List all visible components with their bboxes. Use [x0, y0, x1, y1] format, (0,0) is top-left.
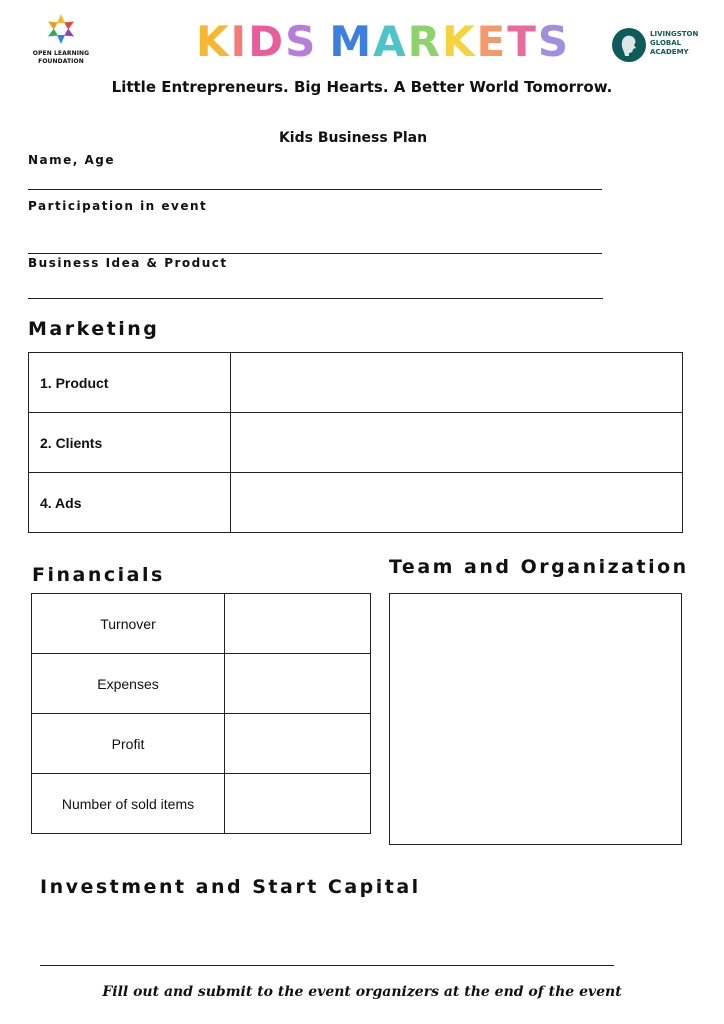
participation-label: Participation in event [28, 199, 208, 213]
table-row [29, 413, 683, 473]
marketing-table [28, 352, 683, 533]
sold-items-cell[interactable] [225, 774, 371, 834]
table-row [32, 654, 371, 714]
title-letter: D [248, 17, 286, 66]
marketing-product-cell[interactable] [231, 353, 683, 413]
investment-heading: Investment and Start Capital [40, 876, 421, 898]
title-letter: I [230, 17, 249, 66]
financials-table [31, 593, 371, 834]
table-row [32, 774, 371, 834]
marketing-clients-cell[interactable] [231, 413, 683, 473]
title-letter: S [537, 17, 571, 66]
name-age-label: Name, Age [28, 153, 116, 167]
logo-name [28, 50, 94, 66]
expenses-cell[interactable] [225, 654, 371, 714]
plan-title: Kids Business Plan [278, 130, 428, 146]
flower-logo-icon [44, 12, 78, 46]
logo-text-line1: LIVINGSTON [650, 30, 699, 38]
title-letter: S [285, 17, 318, 66]
marketing-row-label: 4. Ads [29, 473, 231, 533]
table-row [32, 594, 371, 654]
team-heading: Team and Organization [389, 556, 689, 578]
logo-text-line3: ACADEMY [650, 48, 689, 56]
participation-line[interactable] [28, 253, 602, 254]
financials-row-label: Turnover [32, 594, 225, 654]
turnover-cell[interactable] [225, 594, 371, 654]
kids-markets-title [196, 14, 571, 70]
investment-line[interactable] [40, 965, 614, 966]
team-box[interactable] [389, 593, 682, 845]
title-letter: M [329, 17, 374, 66]
logo-text [650, 30, 698, 57]
title-letter: K [196, 17, 231, 66]
logo-name-line2: FOUNDATION [38, 58, 84, 65]
logo-name-line1: OPEN LEARNING [32, 50, 90, 57]
name-age-line[interactable] [28, 189, 602, 190]
business-idea-label: Business Idea & Product [28, 256, 228, 270]
financials-row-label: Expenses [32, 654, 225, 714]
financials-heading: Financials [32, 564, 165, 586]
title-letter: R [407, 17, 442, 66]
title-letter: T [507, 17, 538, 66]
financials-row-label: Number of sold items [32, 774, 225, 834]
open-learning-foundation-logo [28, 12, 94, 66]
title-letter: E [476, 17, 508, 66]
business-idea-line[interactable] [28, 298, 603, 299]
profile-badge-icon [612, 28, 646, 62]
table-row [32, 714, 371, 774]
logo-text-line2: GLOBAL [650, 39, 682, 47]
marketing-ads-cell[interactable] [231, 473, 683, 533]
title-letter: A [373, 17, 408, 66]
financials-row-label: Profit [32, 714, 225, 774]
marketing-row-label: 1. Product [29, 353, 231, 413]
tagline: Little Entrepreneurs. Big Hearts. A Better World Tomorrow. [111, 78, 613, 96]
marketing-row-label: 2. Clients [29, 413, 231, 473]
marketing-heading: Marketing [28, 318, 160, 340]
title-letter [317, 14, 329, 70]
title-letter: K [441, 17, 477, 66]
footer-note: Fill out and submit to the event organizers at the end of the event [102, 984, 622, 1000]
table-row [29, 473, 683, 533]
table-row [29, 353, 683, 413]
profit-cell[interactable] [225, 714, 371, 774]
